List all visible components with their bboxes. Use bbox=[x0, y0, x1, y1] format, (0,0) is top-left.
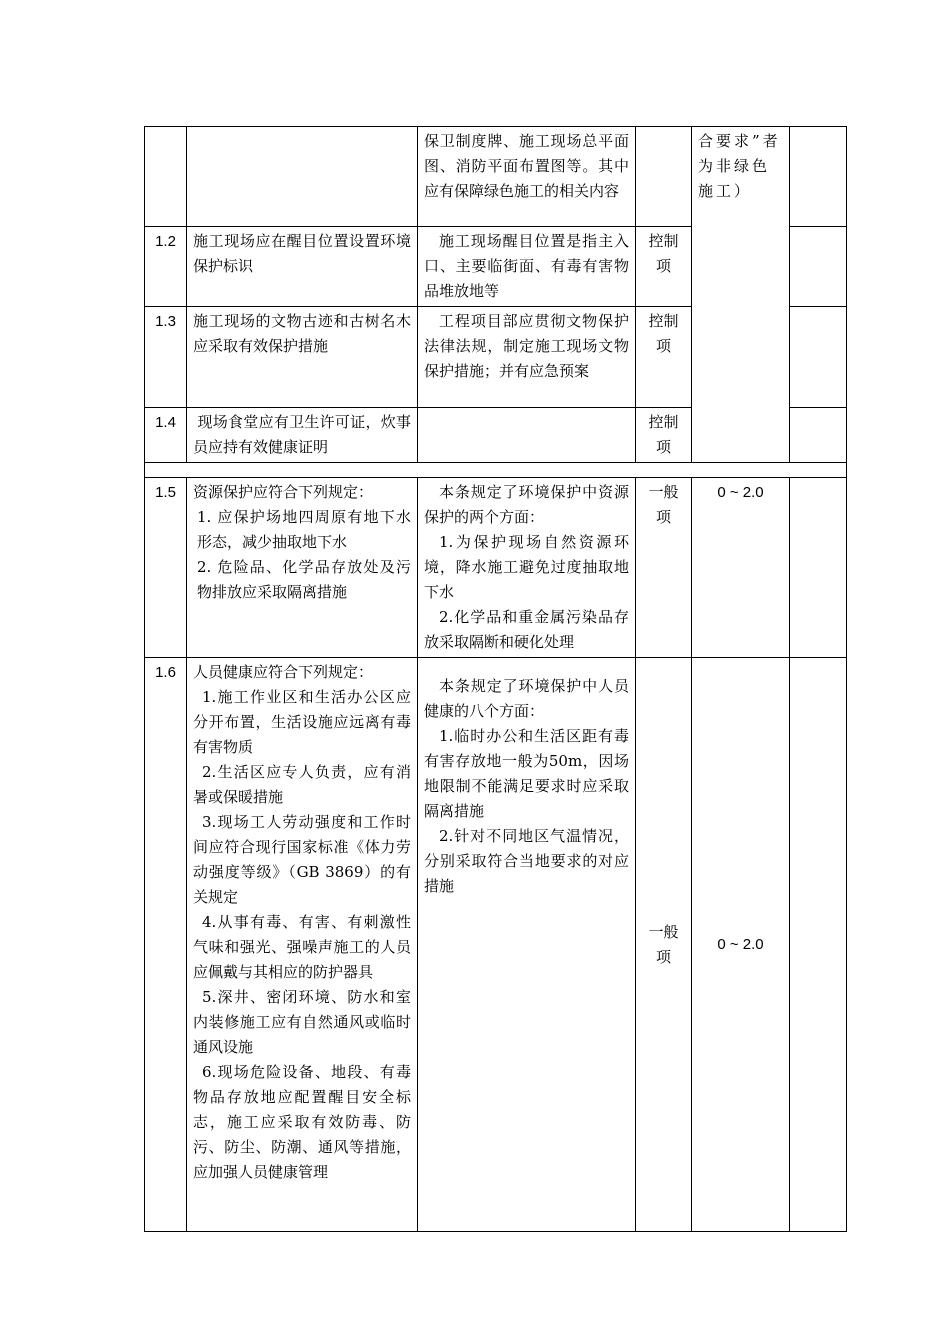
requirement-cell bbox=[187, 658, 418, 1232]
requirement-line: 5.深井、密闭环境、防水和室内装修施工应有自然通风或临时通风设施 bbox=[193, 988, 411, 1056]
explanation-cell bbox=[418, 658, 636, 1232]
green-construction-table bbox=[144, 126, 847, 1232]
row-number bbox=[145, 127, 187, 227]
requirement-line: 6.现场危险设备、地段、有毒物品存放地应配置醒目安全标志，施工应采取有效防毒、防污、防尘、防潮、通风等措施，应加强人员健康管理 bbox=[193, 1063, 411, 1181]
extra-cell bbox=[790, 478, 847, 658]
requirement-line: 3.现场工人劳动强度和工作时间应符合现行国家标准《体力劳动强度等级》（GB 3869）的有关规定 bbox=[193, 813, 411, 906]
category-cell: 控制项 bbox=[636, 307, 692, 408]
category-cell bbox=[636, 127, 692, 227]
category-cell: 一般项 bbox=[636, 658, 692, 1232]
requirement-line: 4.从事有毒、有害、有刺激性气味和强光、强噪声施工的人员应佩戴与其相应的防护器具 bbox=[193, 913, 411, 981]
row-number: 1.3 bbox=[145, 307, 187, 408]
explanation-cell: 工程项目部应贯彻文物保护法律法规，制定施工现场文物保护措施；并有应急预案 bbox=[418, 307, 636, 408]
table-row bbox=[145, 478, 847, 658]
category-cell: 控制项 bbox=[636, 408, 692, 463]
score-cell: 0 ~ 2.0 bbox=[692, 658, 790, 1232]
note-cell: 合要求”者为非绿色施工） bbox=[692, 127, 790, 463]
explanation-line: 本条规定了环境保护中资源保护的两个方面： bbox=[424, 483, 629, 526]
requirement-line: 2. 危险品、化学品存放处及污物排放应采取隔离措施 bbox=[197, 558, 411, 601]
requirement-cell: 施工现场的文物古迹和古树名木应采取有效保护措施 bbox=[187, 307, 418, 408]
requirement-line: 1. 应保护场地四周原有地下水形态，减少抽取地下水 bbox=[197, 508, 411, 551]
explanation-line: 2.化学品和重金属污染品存放采取隔断和硬化处理 bbox=[424, 608, 629, 651]
extra-cell bbox=[790, 408, 847, 463]
explanation-cell bbox=[418, 408, 636, 463]
explanation-line: 2.针对不同地区气温情况，分别采取符合当地要求的对应措施 bbox=[424, 827, 629, 895]
requirement-cell bbox=[187, 127, 418, 227]
row-number: 1.2 bbox=[145, 227, 187, 307]
extra-cell bbox=[790, 227, 847, 307]
requirement-line: 1.施工作业区和生活办公区应分开布置，生活设施应远离有毒有害物质 bbox=[193, 688, 411, 756]
row-number: 1.6 bbox=[145, 658, 187, 1232]
explanation-cell: 施工现场醒目位置是指主入口、主要临街面、有毒有害物品堆放地等 bbox=[418, 227, 636, 307]
requirement-line: 2.生活区应专人负责，应有消暑或保暖措施 bbox=[193, 763, 411, 806]
requirement-line: 人员健康应符合下列规定： bbox=[193, 663, 374, 681]
explanation-line: 1.为保护现场自然资源环境，降水施工避免过度抽取地下水 bbox=[424, 533, 629, 601]
category-cell: 一般项 bbox=[636, 478, 692, 658]
explanation-cell bbox=[418, 478, 636, 658]
explanation-line: 本条规定了环境保护中人员健康的八个方面： bbox=[424, 677, 629, 720]
requirement-cell: 现场食堂应有卫生许可证，炊事员应持有效健康证明 bbox=[187, 408, 418, 463]
spacer-cell bbox=[145, 463, 847, 478]
category-cell: 控制项 bbox=[636, 227, 692, 307]
extra-cell bbox=[790, 658, 847, 1232]
explanation-cell: 保卫制度牌、施工现场总平面图、消防平面布置图等。其中应有保障绿色施工的相关内容 bbox=[418, 127, 636, 227]
requirement-line: 资源保护应符合下列规定： bbox=[193, 483, 374, 501]
table-row bbox=[145, 127, 847, 227]
table-row bbox=[145, 658, 847, 1232]
requirement-cell: 施工现场应在醒目位置设置环境保护标识 bbox=[187, 227, 418, 307]
explanation-line: 1.临时办公和生活区距有毒有害存放地一般为50m，因场地限制不能满足要求时应采取隔离措施 bbox=[424, 727, 629, 820]
spacer-row bbox=[145, 463, 847, 478]
score-cell: 0 ~ 2.0 bbox=[692, 478, 790, 658]
row-number: 1.4 bbox=[145, 408, 187, 463]
extra-cell bbox=[790, 307, 847, 408]
requirement-cell bbox=[187, 478, 418, 658]
extra-cell bbox=[790, 127, 847, 227]
row-number: 1.5 bbox=[145, 478, 187, 658]
